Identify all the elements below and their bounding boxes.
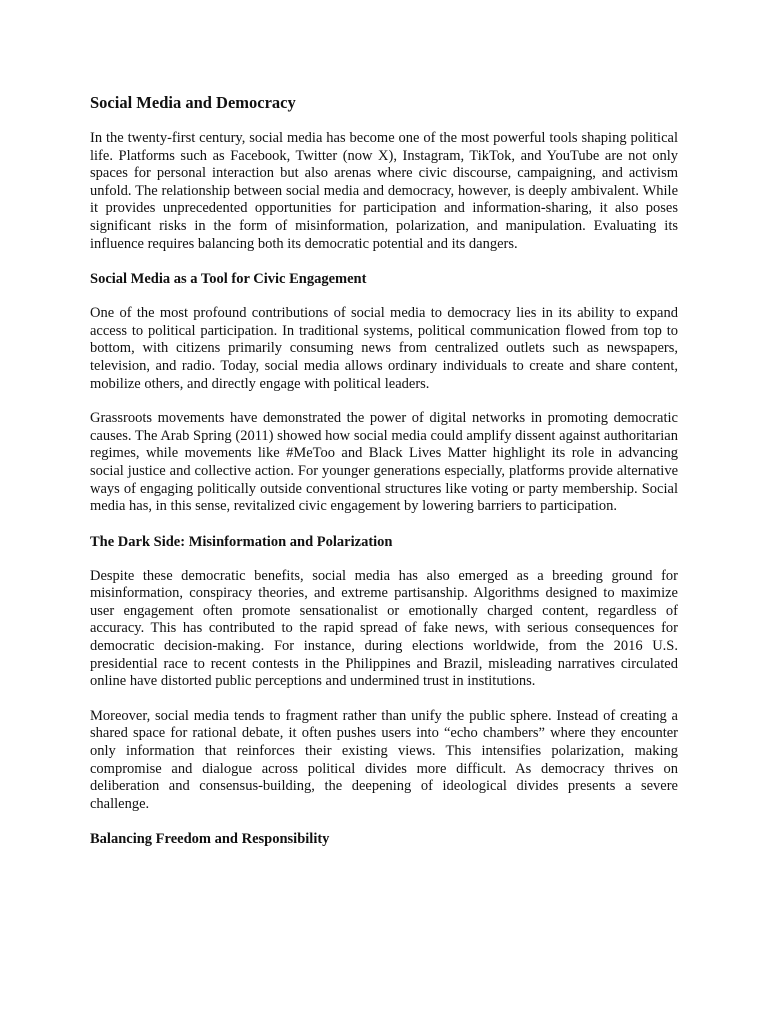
section-heading-dark-side: The Dark Side: Misinformation and Polarization bbox=[90, 533, 393, 550]
paragraph-dark-side-1: Despite these democratic benefits, social media has also emerged as a breeding ground for misinformation, conspiracy theories, and extreme partisanship. Algorithms designed to maximize user engagement often promote sensationalist or emotionally charged content, regardless of accuracy. This has contributed to the rapid spread of fake news, with serious consequences for democratic decision-making. For instance, during elections worldwide, from the 2016 U.S. presidential race to recent contests in the Philippines and Brazil, misleading narratives circulated online have distorted public perceptions and undermined trust in institutions. bbox=[90, 567, 678, 690]
paragraph-dark-side-2: Moreover, social media tends to fragment rather than unify the public sphere. Instead of creating a shared space for rational debate, it often pushes users into “echo chambers” where they encounter only information that reinforces their existing views. This intensifies polarization, making compromise and dialogue across political divides more difficult. As democracy thrives on deliberation and consensus-building, the deepening of ideological divides presents a severe challenge. bbox=[90, 707, 678, 812]
page-title: Social Media and Democracy bbox=[90, 93, 296, 112]
section-heading-civic-engagement: Social Media as a Tool for Civic Engagement bbox=[90, 271, 367, 288]
paragraph-civic-1: One of the most profound contributions of social media to democracy lies in its ability to expand access to political participation. In traditional systems, political communication flowed from top to bottom, with citizens primarily consuming news from centralized outlets such as newspapers, television, and radio. Today, social media allows ordinary individuals to create and share content, mobilize others, and directly engage with political leaders. bbox=[90, 305, 678, 392]
paragraph-civic-2: Grassroots movements have demonstrated the power of digital networks in promoting democratic causes. The Arab Spring (2011) showed how social media could amplify dissent against authoritarian regimes, while movements like #MeToo and Black Lives Matter highlight its role in advancing social justice and collective action. For younger generations especially, platforms provide alternative ways of engaging politically outside conventional structures like voting or party membership. Social media has, in this sense, revitalized civic engagement by lowering barriers to participation. bbox=[90, 410, 678, 515]
intro-paragraph: In the twenty-first century, social media has become one of the most powerful tools shaping political life. Platforms such as Facebook, Twitter (now X), Instagram, TikTok, and YouTube are not only spaces for personal interaction but also arenas where civic discourse, campaigning, and activism unfold. The relationship between social media and democracy, however, is deeply ambivalent. While it provides unprecedented opportunities for participation and information-sharing, it also poses significant risks in the form of misinformation, polarization, and manipulation. Evaluating its influence requires balancing both its democratic potential and its dangers. bbox=[90, 130, 678, 252]
section-heading-freedom-responsibility: Balancing Freedom and Responsibility bbox=[90, 831, 330, 848]
document-page bbox=[90, 92, 678, 865]
